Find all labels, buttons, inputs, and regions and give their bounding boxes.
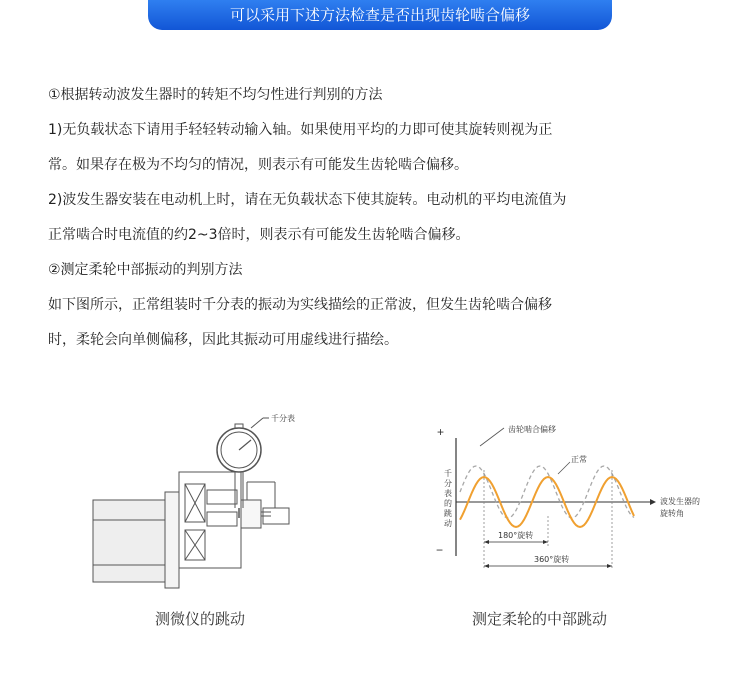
span-180-label: 180°旋转 — [498, 531, 534, 540]
y-axis-label — [444, 469, 452, 528]
gear-housing — [179, 472, 241, 568]
method-2-heading: ②测定柔轮中部振动的判别方法 — [48, 262, 243, 278]
right-figure-caption: 测定柔轮的中部跳动 — [472, 610, 608, 628]
x-axis-label-line2: 旋转角 — [660, 509, 684, 518]
method-1-heading: ①根据转动波发生器时的转矩不均匀性进行判别的方法 — [48, 87, 383, 103]
span-360-label: 360°旋转 — [534, 555, 570, 564]
flexspline-body — [241, 500, 261, 528]
x-axis-label-line1: 波发生器的 — [660, 497, 700, 506]
y-axis-label-text: 千分表的跳动 — [444, 469, 452, 528]
text-line: 2)波发生器安装在电动机上时，请在无负载状态下使其旋转。电动机的平均电流值为 — [48, 192, 567, 208]
method-description — [48, 83, 708, 363]
left-figure-caption: 测微仪的跳动 — [155, 610, 246, 628]
text-line: 常。如果存在极为不均匀的情况，则表示有可能发生齿轮啮合偏移。 — [48, 157, 468, 173]
gauge-label: 千分表 — [271, 414, 295, 423]
section-title-banner: 可以采用下述方法检查是否出现齿轮啮合偏移 — [148, 0, 612, 30]
solid-wave-label: 正常 — [571, 455, 587, 464]
text-line: 如下图所示，正常组装时千分表的振动为实线描绘的正常波，但发生齿轮啮合偏移 — [48, 297, 552, 313]
flexspline-vibration-diagram — [420, 420, 720, 590]
plus-sign: + — [437, 425, 445, 439]
shifted-wave-dashed — [460, 466, 634, 518]
motor-body — [93, 500, 165, 582]
flange — [165, 492, 179, 588]
text-line: 正常啮合时电流值的约2~3倍时，则表示有可能发生齿轮啮合偏移。 — [48, 227, 470, 243]
text-line: 时，柔轮会向单侧偏移，因此其振动可用虚线进行描绘。 — [48, 332, 398, 348]
minus-sign: − — [436, 543, 444, 557]
text-line: 1)无负载状态下请用手轻轻转动输入轴。如果使用平均的力即可使其旋转则视为正 — [48, 122, 553, 138]
dial-gauge-setup-diagram — [85, 400, 335, 600]
dashed-wave-label: 齿轮啮合偏移 — [508, 425, 556, 434]
